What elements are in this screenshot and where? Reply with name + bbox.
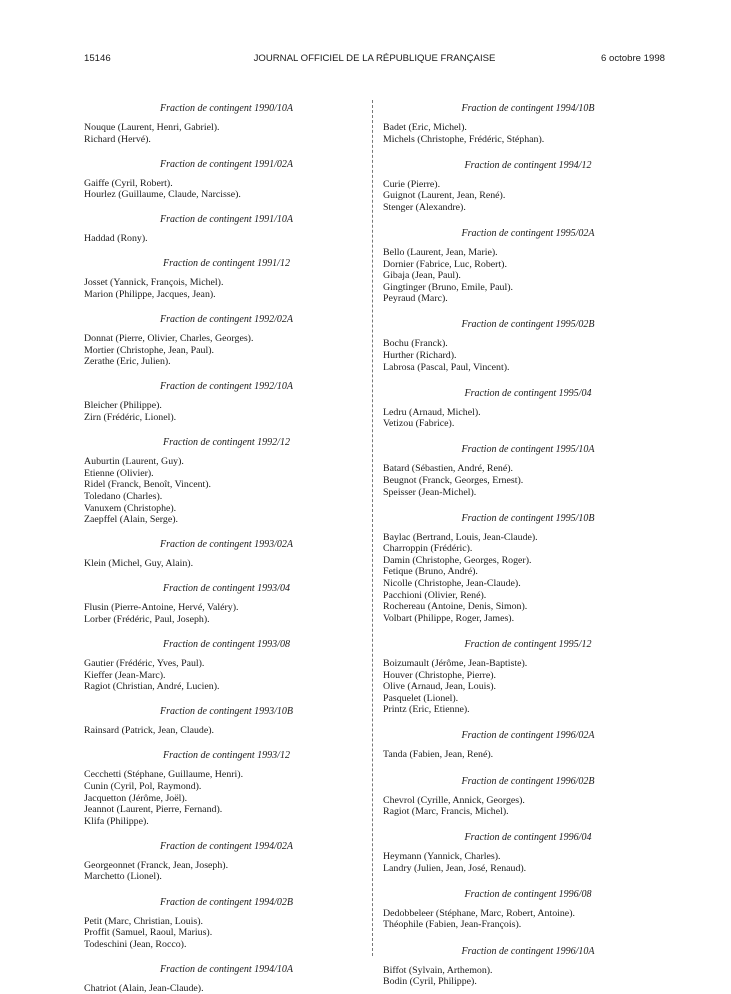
contingent-section: [84, 706, 369, 737]
contingent-section: [383, 946, 673, 988]
name-entry: Nouque (Laurent, Henri, Gabriel).: [84, 122, 220, 133]
section-heading: Fraction de contingent 1993/10B: [159, 706, 294, 718]
name-entry: Auburtin (Laurent, Guy).: [84, 456, 184, 468]
name-entry: Fetique (Bruno, André).: [383, 566, 478, 578]
name-list: [84, 725, 369, 737]
name-list: [383, 795, 673, 818]
contingent-section: [84, 437, 369, 526]
name-list: [383, 122, 673, 145]
name-list: [84, 178, 369, 201]
name-list: [383, 407, 673, 430]
name-entry: Etienne (Olivier).: [84, 467, 154, 479]
name-list: [84, 769, 369, 827]
name-entry: Landry (Julien, Jean, José, Renaud).: [383, 862, 527, 874]
section-heading: Fraction de contingent 1991/10A: [159, 214, 294, 226]
name-entry: Lorber (Frédéric, Paul, Joseph).: [84, 613, 210, 625]
name-entry: Ragiot (Christian, André, Lucien).: [84, 681, 220, 693]
section-heading: Fraction de contingent 1990/10A: [159, 103, 294, 114]
name-list: [383, 658, 673, 716]
name-entry: Olive (Arnaud, Jean, Louis).: [383, 681, 496, 693]
name-entry: Houver (Christophe, Pierre).: [383, 669, 496, 681]
name-entry: Zaepffel (Alain, Serge).: [84, 514, 178, 526]
name-entry: Biffot (Sylvain, Arthemon).: [383, 964, 493, 976]
name-entry: Proffit (Samuel, Raoul, Marius).: [84, 927, 213, 939]
name-entry: Chevrol (Cyrille, Annick, Georges).: [383, 794, 525, 806]
name-entry: Volbart (Philippe, Roger, James).: [383, 612, 515, 624]
contingent-section: [383, 103, 673, 145]
name-entry: Pacchioni (Olivier, René).: [383, 589, 487, 601]
section-heading: Fraction de contingent 1996/02A: [461, 730, 595, 742]
name-list: [84, 983, 369, 994]
name-entry: Guignot (Laurent, Jean, René).: [383, 190, 506, 202]
section-heading: Fraction de contingent 1996/04: [464, 832, 592, 844]
section-heading: Fraction de contingent 1991/12: [163, 258, 290, 270]
name-list: [84, 602, 369, 625]
name-entry: Batard (Sébastien, André, René).: [383, 463, 513, 475]
contingent-section: [383, 776, 673, 818]
name-list: [84, 916, 369, 951]
contingent-section: [383, 388, 673, 430]
name-list: [84, 558, 369, 570]
name-list: [383, 749, 673, 761]
name-entry: Haddad (Rony).: [84, 233, 148, 245]
name-entry: Dedobbeleer (Stéphane, Marc, Robert, Antoine).: [383, 907, 575, 919]
name-entry: Rainsard (Patrick, Jean, Claude).: [84, 725, 214, 737]
name-entry: Ragiot (Marc, Francis, Michel).: [383, 806, 509, 818]
section-heading: Fraction de contingent 1991/02A: [159, 158, 294, 170]
name-entry: Zerathe (Eric, Julien).: [84, 356, 171, 368]
section-heading: Fraction de contingent 1992/02A: [159, 314, 294, 326]
section-heading: Fraction de contingent 1993/04: [163, 583, 290, 595]
section-heading: Fraction de contingent 1995/12: [464, 638, 592, 650]
section-heading: Fraction de contingent 1995/10A: [461, 444, 595, 456]
contingent-section: [84, 897, 369, 951]
contingent-section: [84, 381, 369, 423]
contingent-section: [84, 539, 369, 570]
contingent-section: [84, 583, 369, 625]
name-list: [84, 400, 369, 423]
name-entry: Hurther (Richard).: [383, 350, 457, 362]
name-entry: Ridel (Franck, Benoît, Vincent).: [84, 479, 212, 491]
name-entry: Zirn (Frédéric, Lionel).: [84, 412, 177, 424]
contingent-section: [383, 444, 673, 498]
contingent-section: [383, 319, 673, 373]
section-heading: Fraction de contingent 1993/08: [163, 638, 290, 650]
name-list: [383, 179, 673, 214]
name-entry: Curie (Pierre).: [383, 178, 441, 190]
name-entry: Georgeonnet (Franck, Jean, Joseph).: [84, 859, 229, 871]
contingent-section: [383, 639, 673, 716]
name-entry: Todeschini (Jean, Rocco).: [84, 938, 187, 950]
name-entry: Speisser (Jean-Michel).: [383, 486, 477, 498]
name-entry: Heymann (Yannick, Charles).: [383, 851, 501, 863]
contingent-section: [84, 159, 369, 201]
name-entry: Ledru (Arnaud, Michel).: [383, 406, 481, 418]
name-entry: Petit (Marc, Christian, Louis).: [84, 915, 204, 927]
section-heading: Fraction de contingent 1994/02A: [159, 840, 294, 852]
name-entry: Jeannot (Laurent, Pierre, Fernand).: [84, 804, 223, 816]
section-heading: Fraction de contingent 1994/10A: [159, 963, 294, 975]
contingent-section: [84, 841, 369, 883]
contingent-section: [84, 639, 369, 693]
contingent-section: [84, 103, 369, 145]
name-list: [383, 247, 673, 305]
name-entry: Marchetto (Lionel).: [84, 871, 162, 883]
name-entry: Josset (Yannick, François, Michel).: [84, 277, 224, 289]
name-entry: Dornier (Fabrice, Luc, Robert).: [383, 258, 507, 270]
name-entry: Donnat (Pierre, Olivier, Charles, Georges).: [84, 333, 254, 345]
name-entry: Labrosa (Pascal, Paul, Vincent).: [383, 361, 510, 373]
name-entry: Boizumault (Jérôme, Jean-Baptiste).: [383, 657, 528, 669]
name-entry: Marion (Philippe, Jacques, Jean).: [84, 289, 216, 301]
section-heading: Fraction de contingent 1994/10B: [461, 103, 595, 114]
name-entry: Bleicher (Philippe).: [84, 400, 162, 412]
section-heading: Fraction de contingent 1993/02A: [159, 539, 294, 551]
name-entry: Badet (Eric, Michel).: [383, 122, 467, 133]
name-entry: Printz (Eric, Etienne).: [383, 704, 470, 716]
name-entry: Damin (Christophe, Georges, Roger).: [383, 554, 532, 566]
contingent-section: [383, 889, 673, 931]
page-header: [84, 53, 665, 67]
name-entry: Pasquelet (Lionel).: [383, 692, 459, 704]
contingent-section: [383, 513, 673, 625]
section-heading: Fraction de contingent 1993/12: [163, 750, 290, 762]
name-entry: Bochu (Franck).: [383, 338, 448, 350]
page-number: 15146: [84, 53, 111, 64]
section-heading: Fraction de contingent 1995/02B: [461, 319, 595, 331]
section-heading: Fraction de contingent 1994/02B: [159, 896, 294, 908]
name-entry: Gautier (Frédéric, Yves, Paul).: [84, 657, 205, 669]
right-column: [383, 103, 673, 988]
name-entry: Bello (Laurent, Jean, Marie).: [383, 246, 498, 258]
publication-date: 6 octobre 1998: [600, 53, 665, 64]
name-entry: Nicolle (Christophe, Jean-Claude).: [383, 578, 521, 590]
name-entry: Hourlez (Guillaume, Claude, Narcisse).: [84, 189, 241, 201]
name-list: [383, 532, 673, 625]
name-entry: Flusin (Pierre-Antoine, Hervé, Valéry).: [84, 602, 239, 614]
contingent-section: [84, 750, 369, 827]
name-list: [383, 908, 673, 931]
name-entry: Stenger (Alexandre).: [383, 201, 466, 213]
name-entry: Beugnot (Franck, Georges, Ernest).: [383, 475, 524, 486]
contingent-section: [383, 228, 673, 305]
name-list: [383, 463, 673, 498]
name-entry: Gingtinger (Bruno, Emile, Paul).: [383, 281, 513, 293]
contingent-section: [84, 964, 369, 994]
name-entry: Klifa (Philippe).: [84, 815, 149, 827]
section-heading: Fraction de contingent 1992/12: [163, 437, 290, 449]
name-entry: Cecchetti (Stéphane, Guillaume, Henri).: [84, 769, 244, 781]
name-entry: Tanda (Fabien, Jean, René).: [383, 749, 494, 761]
name-entry: Chatriot (Alain, Jean-Claude).: [84, 982, 204, 994]
name-entry: Kieffer (Jean-Marc).: [84, 669, 166, 681]
section-heading: Fraction de contingent 1995/02A: [461, 227, 595, 239]
name-list: [84, 333, 369, 368]
section-heading: Fraction de contingent 1996/10A: [461, 945, 595, 957]
name-entry: Mortier (Christophe, Jean, Paul).: [84, 344, 214, 356]
name-entry: Bodin (Cyril, Philippe).: [383, 976, 477, 988]
name-entry: Vetizou (Fabrice).: [383, 418, 455, 430]
journal-title: JOURNAL OFFICIEL DE LA RÉPUBLIQUE FRANÇAISE: [253, 53, 496, 64]
section-heading: Fraction de contingent 1996/08: [464, 888, 592, 900]
name-entry: Peyraud (Marc).: [383, 293, 448, 305]
name-list: [84, 277, 369, 300]
name-entry: Toledano (Charles).: [84, 490, 163, 502]
name-entry: Cunin (Cyril, Pol, Raymond).: [84, 780, 202, 792]
name-entry: Gaiffe (Cyril, Robert).: [84, 177, 173, 189]
contingent-section: [383, 832, 673, 874]
left-column: [84, 103, 369, 994]
name-entry: Baylac (Bertrand, Louis, Jean-Claude).: [383, 531, 538, 543]
name-entry: Vanuxem (Christophe).: [84, 502, 177, 514]
name-list: [84, 122, 369, 145]
section-heading: Fraction de contingent 1992/10A: [159, 381, 294, 393]
name-list: [84, 658, 369, 693]
section-heading: Fraction de contingent 1996/02B: [461, 775, 595, 787]
name-list: [84, 233, 369, 245]
name-entry: Klein (Michel, Guy, Alain).: [84, 558, 194, 570]
contingent-section: [84, 214, 369, 245]
contingent-section: [383, 160, 673, 214]
section-heading: Fraction de contingent 1995/10B: [461, 512, 595, 524]
name-entry: Rochereau (Antoine, Denis, Simon).: [383, 601, 528, 613]
name-list: [383, 338, 673, 373]
column-divider: [372, 100, 373, 956]
name-entry: Charroppin (Frédéric).: [383, 543, 473, 555]
name-list: [84, 860, 369, 883]
section-heading: Fraction de contingent 1994/12: [464, 159, 592, 171]
contingent-section: [84, 258, 369, 300]
name-list: [383, 965, 673, 988]
name-entry: Jacquetton (Jérôme, Joël).: [84, 792, 188, 804]
name-list: [383, 851, 673, 874]
contingent-section: [84, 314, 369, 368]
name-entry: Richard (Hervé).: [84, 133, 151, 145]
contingent-section: [383, 730, 673, 761]
section-heading: Fraction de contingent 1995/04: [464, 387, 592, 399]
name-list: [84, 456, 369, 526]
name-entry: Théophile (Fabien, Jean-François).: [383, 919, 522, 931]
name-entry: Gibaja (Jean, Paul).: [383, 270, 461, 282]
name-entry: Michels (Christophe, Frédéric, Stéphan).: [383, 133, 545, 145]
